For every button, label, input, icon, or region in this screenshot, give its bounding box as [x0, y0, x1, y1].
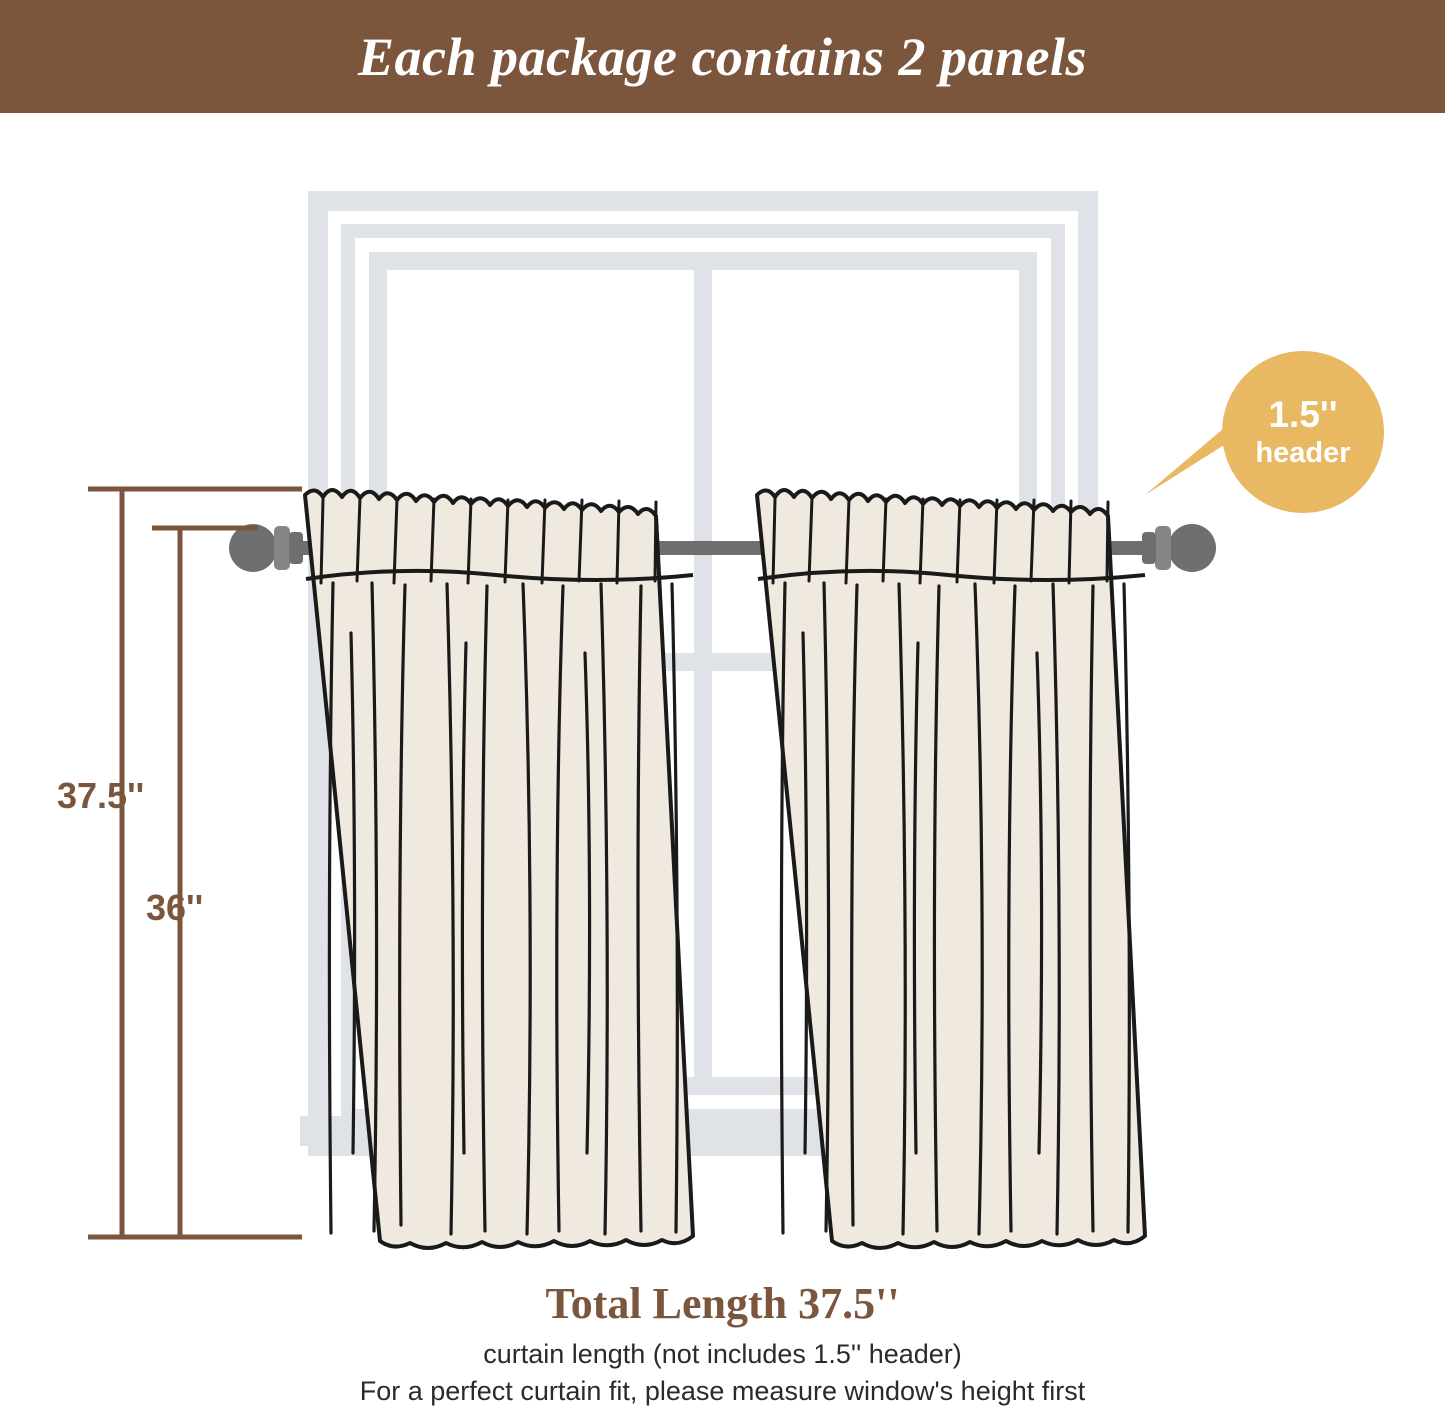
footer-subtitle-2: For a perfect curtain fit, please measure window's height first	[359, 1376, 1086, 1406]
header-callout-badge	[1222, 351, 1384, 513]
dimension-label-total: 37.5''	[57, 775, 145, 816]
dimension-line-panel-icon	[152, 528, 258, 1237]
footer-title: Total Length 37.5''	[545, 1279, 900, 1328]
header-banner	[0, 0, 1445, 113]
callout-measure: 1.5''	[1268, 393, 1338, 435]
footer-subtitle-1: curtain length (not includes 1.5'' header)	[483, 1339, 962, 1369]
banner-title: Each package contains 2 panels	[357, 26, 1088, 87]
callout-label: header	[1255, 436, 1351, 469]
footer-text-block	[0, 1278, 1445, 1407]
dimension-label-panel: 36''	[146, 887, 204, 928]
dimension-line-total-icon	[88, 489, 302, 1237]
curtain-diagram	[0, 113, 1445, 1293]
